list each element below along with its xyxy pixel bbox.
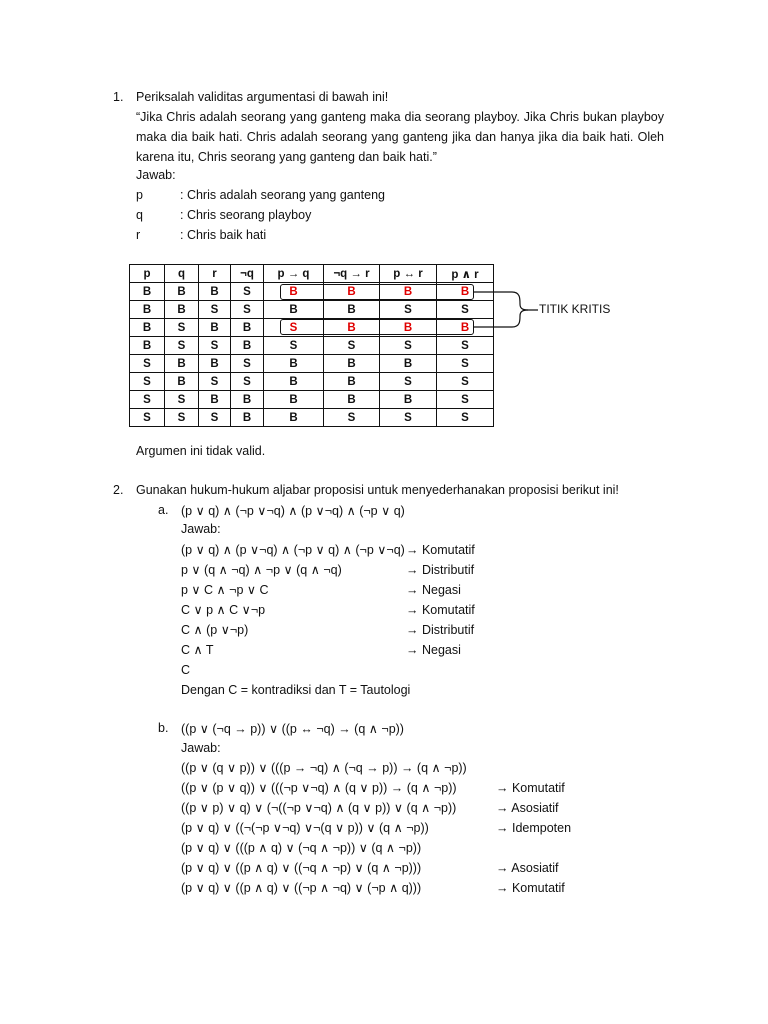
table-cell: S xyxy=(437,373,494,391)
critical-row-outline xyxy=(280,319,474,335)
table-header: r xyxy=(199,265,231,283)
q2b-step-law: → Komutatif xyxy=(496,781,565,795)
critical-cell: B xyxy=(437,319,494,337)
q2a-step-expr: (p ∨ q) ∧ (p ∨¬q) ∧ (¬p ∨ q) ∧ (¬p ∨¬q) xyxy=(181,543,405,557)
critical-row-outline xyxy=(280,284,474,300)
table-row xyxy=(130,301,494,319)
table-cell: S xyxy=(231,301,264,319)
q2b-problem: ((p ∨ (¬q → p)) ∨ ((p ↔ ¬q) → (q ∧ ¬p)) xyxy=(181,722,404,736)
table-cell: B xyxy=(165,301,199,319)
table-cell: B xyxy=(199,391,231,409)
table-cell: S xyxy=(199,409,231,427)
q2b-step-law: → Idempoten xyxy=(496,821,572,835)
table-cell: S xyxy=(199,337,231,355)
table-cell: S xyxy=(165,319,199,337)
q2b-step-expr: (p ∨ q) ∨ ((p ∧ q) ∨ ((¬q ∧ ¬p) ∨ (q ∧ ¬p))) xyxy=(181,861,422,875)
q2a-step-expr: C ∨ p ∧ C ∨¬p xyxy=(181,603,266,617)
table-row xyxy=(130,409,494,427)
q2b-jawab: Jawab: xyxy=(181,741,221,755)
q2a-step-law: → Komutatif xyxy=(406,543,475,557)
critical-cell: B xyxy=(324,283,380,301)
table-cell: B xyxy=(264,373,324,391)
table-cell: S xyxy=(231,283,264,301)
q2b-step-law: → Asosiatif xyxy=(496,801,559,815)
table-cell: S xyxy=(324,409,380,427)
q2a-step-expr: C xyxy=(181,663,191,677)
table-cell: S xyxy=(130,391,165,409)
table-cell: B xyxy=(324,301,380,319)
table-cell: S xyxy=(165,337,199,355)
critical-cell: B xyxy=(437,283,494,301)
q2a-note: Dengan C = kontradiksi dan T = Tautologi xyxy=(181,683,411,697)
table-header: q xyxy=(165,265,199,283)
def-var-q: q xyxy=(136,208,143,222)
q2a-step-law: → Negasi xyxy=(406,643,461,657)
table-header-row xyxy=(130,265,494,283)
table-cell: S xyxy=(231,373,264,391)
table-cell: B xyxy=(231,319,264,337)
table-cell: B xyxy=(199,319,231,337)
q2a-problem: (p ∨ q) ∧ (¬p ∨¬q) ∧ (p ∨¬q) ∧ (¬p ∨ q) xyxy=(181,504,405,518)
table-row xyxy=(130,337,494,355)
table-cell: B xyxy=(199,283,231,301)
critical-cell: B xyxy=(264,283,324,301)
table-header: p ∧ r xyxy=(437,265,494,283)
critical-cell: B xyxy=(380,283,437,301)
table-cell: B xyxy=(130,337,165,355)
table-cell: B xyxy=(130,283,165,301)
table-cell: B xyxy=(264,391,324,409)
table-cell: B xyxy=(130,319,165,337)
q2b-step-law: → Asosiatif xyxy=(496,861,559,875)
q2b-step-expr: ((p ∨ (p ∨ q)) ∨ (((¬p ∨¬q) ∧ (q ∨ p)) → (q ∧ ¬p)) xyxy=(181,781,457,795)
table-cell: S xyxy=(380,373,437,391)
table-cell: B xyxy=(231,391,264,409)
q2a-step-law: → Komutatif xyxy=(406,603,475,617)
table-cell: S xyxy=(437,391,494,409)
def-var-p: p xyxy=(136,188,143,202)
critical-cell: B xyxy=(324,319,380,337)
table-cell: B xyxy=(165,373,199,391)
table-header: p xyxy=(130,265,165,283)
table-cell: B xyxy=(264,301,324,319)
table-cell: B xyxy=(380,391,437,409)
q1-quote: “Jika Chris adalah seorang yang ganteng maka dia seorang playboy. Jika Chris bukan playboy maka dia baik hati. Chris adalah seorang yang ganteng jika dan hanya jika dia baik hati. Oleh karena itu, Chris seorang yang ganteng dan baik hati.” xyxy=(136,110,664,164)
table-cell: S xyxy=(380,409,437,427)
q2a-step-expr: p ∨ C ∧ ¬p ∨ C xyxy=(181,583,269,597)
q2a-step-law: → Distributif xyxy=(406,563,475,577)
def-desc-r: : Chris baik hati xyxy=(180,228,267,242)
table-cell: B xyxy=(165,355,199,373)
table-cell: B xyxy=(231,409,264,427)
critical-cell: B xyxy=(380,319,437,337)
q2a-step-law: → Distributif xyxy=(406,623,475,637)
table-cell: S xyxy=(437,355,494,373)
table-header: p ↔ r xyxy=(380,265,437,283)
q2b-step-law: → Komutatif xyxy=(496,881,565,895)
q2a-jawab: Jawab: xyxy=(181,522,221,536)
q2b-label: b. xyxy=(158,721,169,735)
table-cell: S xyxy=(380,337,437,355)
table-cell: B xyxy=(324,373,380,391)
critical-brace xyxy=(472,284,542,336)
table-cell: S xyxy=(380,301,437,319)
table-header: p → q xyxy=(264,265,324,283)
table-row xyxy=(130,355,494,373)
table-cell: B xyxy=(264,355,324,373)
table-cell: B xyxy=(324,355,380,373)
table-cell: S xyxy=(165,391,199,409)
def-desc-q: : Chris seorang playboy xyxy=(180,208,312,222)
table-header: ¬q xyxy=(231,265,264,283)
critical-cell: S xyxy=(264,319,324,337)
table-cell: B xyxy=(130,301,165,319)
table-row xyxy=(130,373,494,391)
table-cell: S xyxy=(437,337,494,355)
table-cell: B xyxy=(165,283,199,301)
critical-label: TITIK KRITIS xyxy=(539,302,611,316)
table-cell: S xyxy=(130,355,165,373)
table-cell: S xyxy=(199,301,231,319)
q1-title: Periksalah validitas argumentasi di bawah ini! xyxy=(136,90,389,104)
table-cell: S xyxy=(130,373,165,391)
q2b-step-expr: (p ∨ q) ∨ (((p ∧ q) ∨ (¬q ∧ ¬p)) ∨ (q ∧ ¬p)) xyxy=(181,841,422,855)
q2a-step-expr: p ∨ (q ∧ ¬q) ∧ ¬p ∨ (q ∧ ¬q) xyxy=(181,563,342,577)
table-cell: S xyxy=(130,409,165,427)
table-cell: S xyxy=(165,409,199,427)
q2b-step-expr: (p ∨ q) ∨ ((¬(¬p ∨¬q) ∨¬(q ∨ p)) ∨ (q ∧ ¬p)) xyxy=(181,821,429,835)
q2a-step-expr: C ∧ (p ∨¬p) xyxy=(181,623,249,637)
table-cell: S xyxy=(437,409,494,427)
q2b-step-expr: ((p ∨ (q ∨ p)) ∨ (((p → ¬q) ∧ (¬q → p)) → (q ∧ ¬p)) xyxy=(181,761,467,775)
def-desc-p: : Chris adalah seorang yang ganteng xyxy=(180,188,386,202)
q2a-label: a. xyxy=(158,503,169,517)
q2b-step-expr: (p ∨ q) ∨ ((p ∧ q) ∨ ((¬p ∧ ¬q) ∨ (¬p ∧ q))) xyxy=(181,881,422,895)
table-cell: S xyxy=(264,337,324,355)
q2a-step-expr: C ∧ T xyxy=(181,643,214,657)
q2-number: 2. xyxy=(113,483,124,497)
table-cell: B xyxy=(380,355,437,373)
q2a-step-law: → Negasi xyxy=(406,583,461,597)
table-cell: B xyxy=(264,409,324,427)
table-cell: B xyxy=(199,355,231,373)
q1-jawab: Jawab: xyxy=(136,168,176,182)
table-cell: S xyxy=(199,373,231,391)
table-cell: B xyxy=(231,337,264,355)
table-header: ¬q → r xyxy=(324,265,380,283)
def-var-r: r xyxy=(136,228,141,242)
table-cell: S xyxy=(437,301,494,319)
table-row xyxy=(130,391,494,409)
table-cell: S xyxy=(231,355,264,373)
q1-conclusion: Argumen ini tidak valid. xyxy=(136,444,266,458)
table-cell: S xyxy=(324,337,380,355)
table-cell: B xyxy=(324,391,380,409)
q2-title: Gunakan hukum-hukum aljabar proposisi untuk menyederhanakan proposisi berikut ini! xyxy=(136,483,619,497)
q1-number: 1. xyxy=(113,90,124,104)
q2b-step-expr: ((p ∨ p) ∨ q) ∨ (¬((¬p ∨¬q) ∧ (q ∨ p)) ∨ (q ∧ ¬p)) xyxy=(181,801,457,815)
